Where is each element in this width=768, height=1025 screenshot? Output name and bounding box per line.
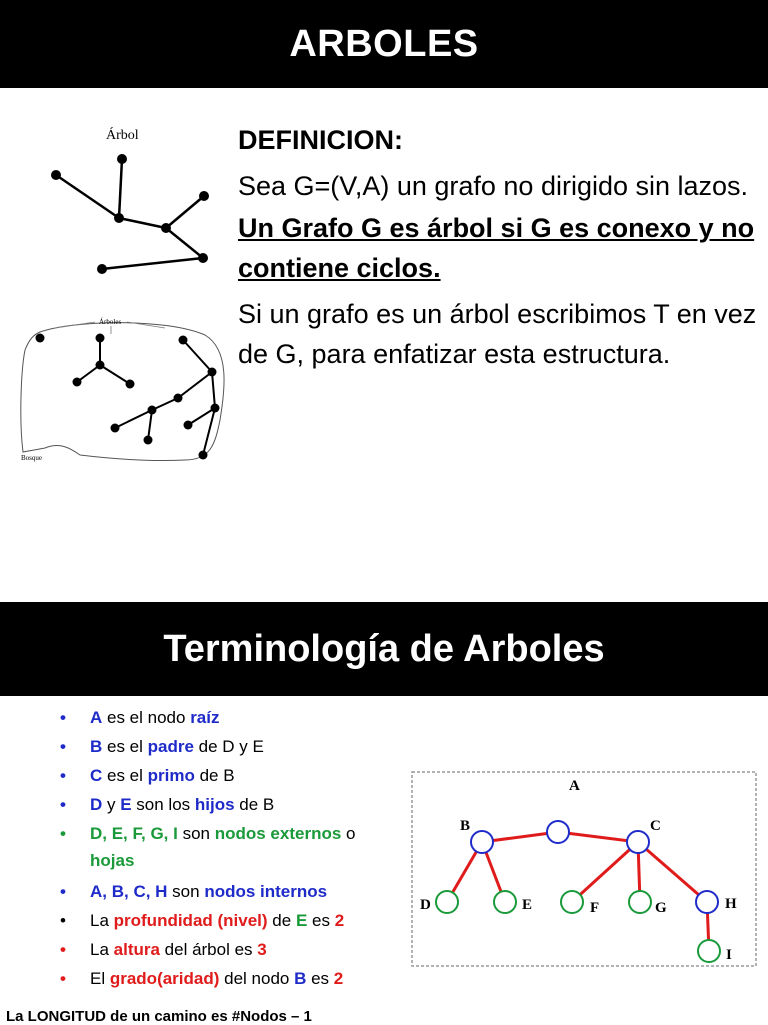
node-E: [494, 891, 516, 913]
footer-note: La LONGITUD de un camino es #Nodos – 1: [6, 1008, 312, 1025]
list-item: • D, E, F, G, I son nodos externos o hojas: [60, 824, 356, 870]
label-C: C: [650, 818, 661, 834]
list-item: • A, B, C, H son nodos internos: [60, 882, 328, 901]
slide1-title: ARBOLES: [0, 0, 768, 88]
forest-top-label: Árboles: [99, 318, 122, 326]
terminology-list: [56, 704, 401, 994]
list-item: • La profundidad (nivel) de E es 2: [60, 911, 345, 930]
label-B: B: [460, 818, 471, 834]
node-H: [696, 891, 718, 913]
tree-figure-label: Árbol: [106, 128, 139, 143]
slide2-title: Terminología de Arboles: [0, 602, 768, 696]
node-G: [629, 891, 651, 913]
label-D: D: [420, 897, 431, 913]
node-B: [471, 831, 493, 853]
label-I: I: [726, 947, 732, 963]
definition-heading: DEFINICION:: [238, 125, 403, 155]
forest-figure: [15, 310, 230, 470]
definition-paragraph-1: Sea G=(V,A) un grafo no dirigido sin lazos.: [238, 171, 749, 201]
forest-bottom-label: Bosque: [21, 454, 42, 462]
label-H: H: [725, 896, 737, 912]
list-item: • El grado(aridad) del nodo B es 2: [60, 969, 344, 988]
node-C: [627, 831, 649, 853]
node-I: [698, 940, 720, 962]
tree-figure: [40, 115, 220, 285]
node-F: [561, 891, 583, 913]
definition-emphasis: Un Grafo G es árbol si G es conexo y no contiene ciclos.: [238, 213, 755, 283]
list-item: • B es el padre de D y E: [60, 737, 264, 756]
tree-diagram: [410, 770, 758, 968]
list-item: • D y E son los hijos de B: [60, 795, 275, 814]
list-item: • A es el nodo raíz: [60, 708, 220, 727]
definition-text: [238, 120, 758, 374]
label-F: F: [590, 900, 600, 916]
label-G: G: [655, 900, 667, 916]
list-item: • La altura del árbol es 3: [60, 940, 267, 959]
node-A: [547, 821, 569, 843]
definition-paragraph-2: Si un grafo es un árbol escribimos T en vez de G, para enfatizar esta estructura.: [238, 299, 757, 369]
list-item: • C es el primo de B: [60, 766, 235, 785]
node-D: [436, 891, 458, 913]
label-E: E: [522, 897, 533, 913]
label-A: A: [569, 778, 580, 794]
